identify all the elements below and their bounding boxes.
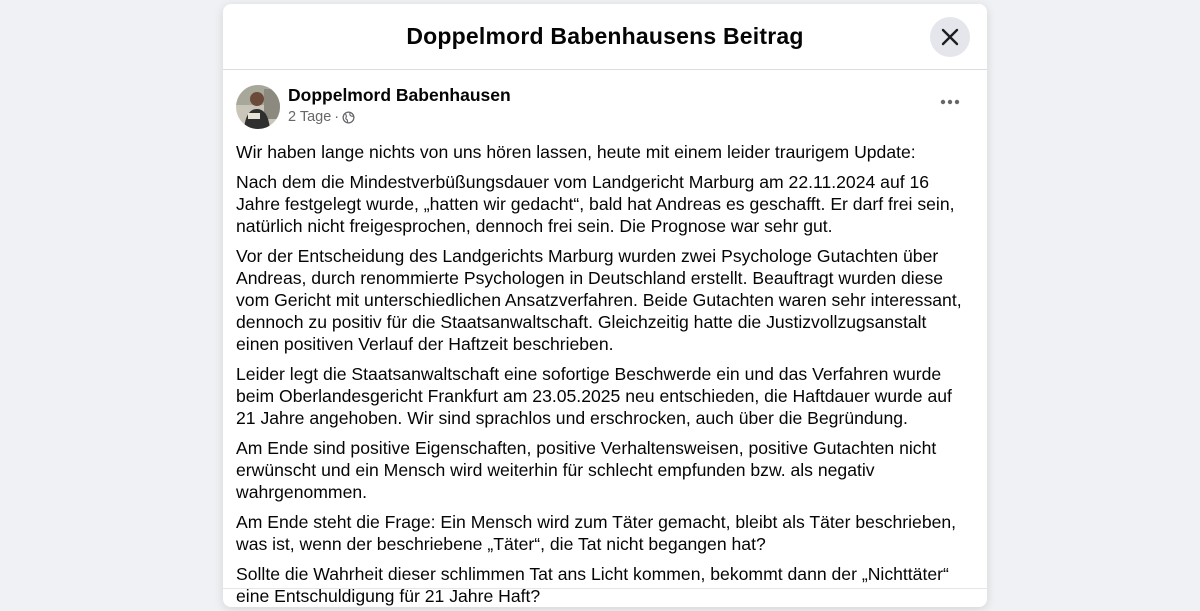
dialog-title: Doppelmord Babenhausens Beitrag <box>406 23 804 49</box>
post-paragraph: Wir haben lange nichts von uns hören lassen, heute mit einem leider traurigem Update: <box>236 142 916 162</box>
dialog-header <box>223 4 987 70</box>
meta-separator: · <box>334 109 340 125</box>
divider <box>223 588 987 589</box>
post-paragraph: Am Ende sind positive Eigenschaften, positive Verhaltensweisen, positive Gutachten nicht erwünscht und ein Mensch wird weiterhin für schlecht empfunden bzw. als negativ wahrgenommen. <box>236 438 937 502</box>
more-horizontal-icon <box>940 99 960 105</box>
close-button[interactable] <box>930 17 970 57</box>
author-name[interactable]: Doppelmord Babenhausen <box>288 85 511 105</box>
post-paragraph: Sollte die Wahrheit dieser schlimmen Tat ans Licht kommen, bekommt dann der „Nichttäter“ eine Entschuldigung für 21 Jahre Haft? <box>236 564 949 606</box>
more-options-button[interactable] <box>935 92 965 112</box>
post-dialog <box>223 4 987 607</box>
post-header <box>236 84 973 129</box>
avatar[interactable] <box>236 85 280 129</box>
close-icon <box>940 27 960 47</box>
post-paragraph: Leider legt die Staatsanwaltschaft eine sofortige Beschwerde ein und das Verfahren wurde beim Oberlandesgericht Frankfurt am 23.05.2025 neu entschieden, die Haftdauer wurde auf 21 Jahre angehoben. Wir sind sprachlos und erschrocken, auch über die Begründung. <box>236 364 952 428</box>
post-paragraph: Am Ende steht die Frage: Ein Mensch wird zum Täter gemacht, bleibt als Täter beschrieben, was ist, wenn der beschriebene „Täter“, die Tat nicht begangen hat? <box>236 512 957 554</box>
post <box>223 70 987 607</box>
author-block <box>288 84 511 127</box>
post-meta <box>288 107 511 127</box>
globe-icon <box>342 111 355 124</box>
post-text <box>236 141 973 607</box>
post-time[interactable]: 2 Tage <box>288 109 332 125</box>
post-paragraph: Vor der Entscheidung des Landgerichts Marburg wurden zwei Psychologe Gutachten über Andreas, durch renommierte Psychologen in Deutschland erstellt. Beauftragt wurden diese vom Gericht mit unterschiedlichen Ansatzverfahren. Beide Gutachten waren sehr interessant, dennoch zu positiv für die Staatsanwaltschaft. Gleichzeitig hatte die Justizvollzugsanstalt einen positiven Verlauf der Haftzeit beschrieben. <box>236 246 962 354</box>
post-paragraph: Nach dem die Mindestverbüßungsdauer vom Landgericht Marburg am 22.11.2024 auf 16 Jahre festgelegt wurde, „hatten wir gedacht“, bald hat Andreas es geschafft. Er darf frei sein, natürlich nicht freigesprochen, dennoch frei sein. Die Prognose war sehr gut. <box>236 172 955 236</box>
